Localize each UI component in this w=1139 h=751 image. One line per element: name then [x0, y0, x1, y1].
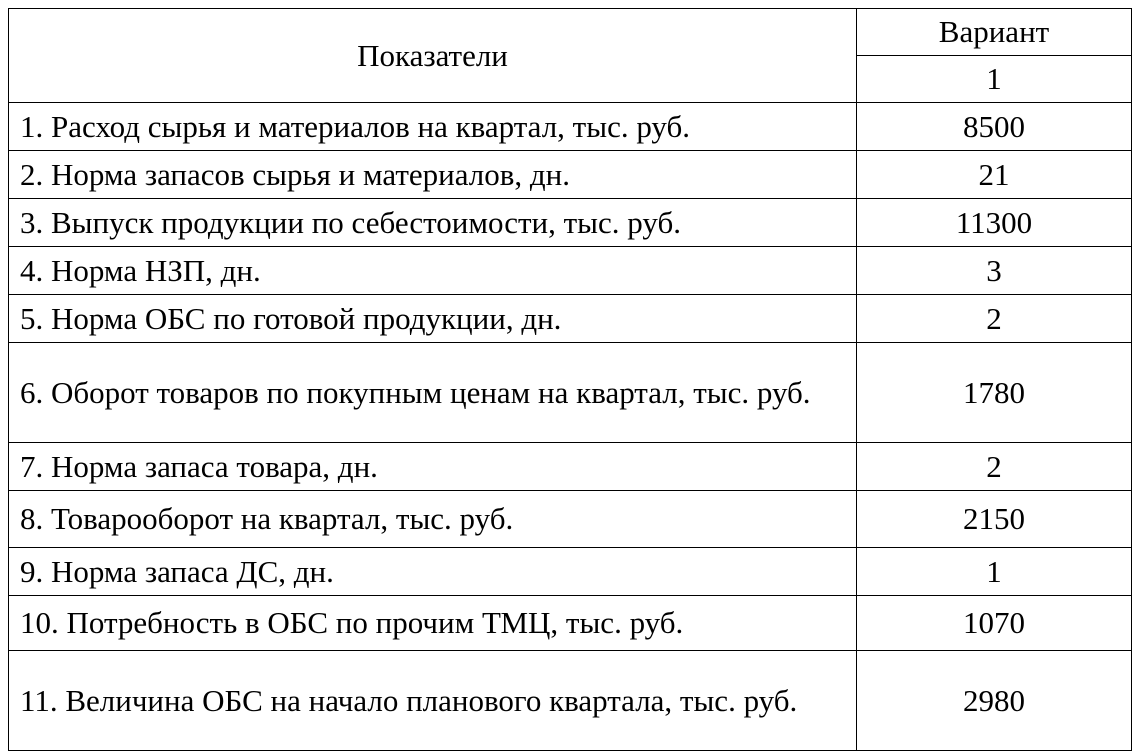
row-label: 2. Норма запасов сырья и материалов, дн.: [9, 151, 857, 199]
table-row: [9, 103, 1132, 151]
indicators-table-container: [8, 8, 1131, 751]
row-value: 1070: [857, 596, 1132, 651]
row-label: 8. Товарооборот на квартал, тыс. руб.: [9, 491, 857, 548]
table-row: [9, 443, 1132, 491]
header-variant-number: 1: [857, 56, 1132, 103]
row-label: 9. Норма запаса ДС, дн.: [9, 548, 857, 596]
indicators-table: [8, 8, 1132, 751]
row-label: 6. Оборот товаров по покупным ценам на квартал, тыс. руб.: [9, 343, 857, 443]
table-row: [9, 247, 1132, 295]
row-value: 2: [857, 443, 1132, 491]
row-value: 3: [857, 247, 1132, 295]
row-value: 2980: [857, 651, 1132, 751]
row-value: 2: [857, 295, 1132, 343]
row-value: 11300: [857, 199, 1132, 247]
row-label: 10. Потребность в ОБС по прочим ТМЦ, тыс. руб.: [9, 596, 857, 651]
row-label: 11. Величина ОБС на начало планового квартала, тыс. руб.: [9, 651, 857, 751]
row-value: 1780: [857, 343, 1132, 443]
table-row: [9, 343, 1132, 443]
table-row: [9, 651, 1132, 751]
table-row: [9, 295, 1132, 343]
row-value: 2150: [857, 491, 1132, 548]
table-row: [9, 548, 1132, 596]
row-label: 4. Норма НЗП, дн.: [9, 247, 857, 295]
row-value: 21: [857, 151, 1132, 199]
row-label: 7. Норма запаса товара, дн.: [9, 443, 857, 491]
row-value: 1: [857, 548, 1132, 596]
header-indicators: Показатели: [9, 9, 857, 103]
table-row: [9, 199, 1132, 247]
table-row: [9, 491, 1132, 548]
row-label: 5. Норма ОБС по готовой продукции, дн.: [9, 295, 857, 343]
table-row: [9, 596, 1132, 651]
row-value: 8500: [857, 103, 1132, 151]
table-row: [9, 151, 1132, 199]
row-label: 1. Расход сырья и материалов на квартал, тыс. руб.: [9, 103, 857, 151]
row-label: 3. Выпуск продукции по себестоимости, тыс. руб.: [9, 199, 857, 247]
header-variant: Вариант: [857, 9, 1132, 56]
